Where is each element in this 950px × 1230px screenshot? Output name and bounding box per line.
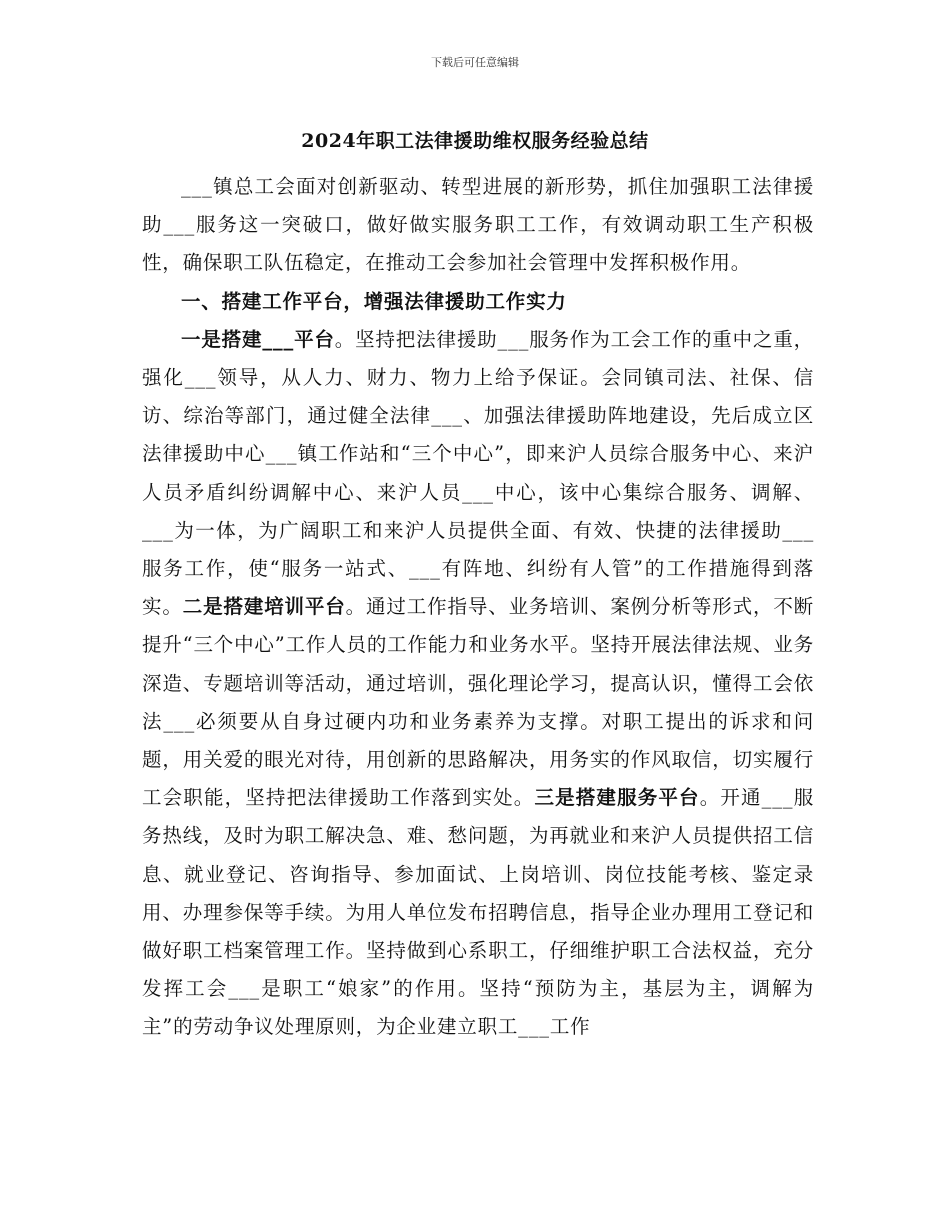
document-body xyxy=(142,168,814,1047)
lead-phrase-1-end: 平台 xyxy=(294,327,335,351)
document-title: 2024年职工法律援助维权服务经验总结 xyxy=(301,130,649,152)
section1-paragraph xyxy=(142,321,814,1047)
lead-phrase-1-blank: ___ xyxy=(262,327,295,351)
section-heading: 一、搭建工作平台，增强法律援助工作实力 xyxy=(181,289,567,313)
section1-text-2: 。通过工作指导、业务培训、案例分析等形式，不断提升“三个中心”工作人员的工作能力和业务水平。坚持开展法律法规、业务深造、专题培训等活动，通过培训，强化理论学习，提高认识，懂得工会依法___必须要从自身过硬内功和业务素养为支撑。对职工提出的诉求和问题，用关爱的眼光对待，用创新的思路解决，用务实的作风取信，切实履行工会职能，坚持把法律援助工作落到实处。 xyxy=(142,595,814,810)
header-note: 下载后可任意编辑 xyxy=(431,56,519,69)
lead-phrase-2: 二是搭建培训平台 xyxy=(182,595,346,619)
intro-paragraph: ___镇总工会面对创新驱动、转型进展的新形势，抓住加强职工法律援助___服务这一突破口，做好做实服务职工工作，有效调动职工生产积极性，确保职工队伍稳定，在推动工会参加社会管理中发挥积极作用。 xyxy=(142,175,814,275)
section1-text-3: 。开通___服务热线，及时为职工解决急、难、愁问题，为再就业和来沪人员提供招工信息、就业登记、咨询指导、参加面试、上岗培训、岗位技能考核、鉴定录用、办理参保等手续。为用人单位发布招聘信息，指导企业办理用工登记和做好职工档案管理工作。坚持做到心系职工，仔细维护职工合法权益，充分发挥工会___是职工“娘家”的作用。坚持“预防为主，基层为主，调解为主”的劳动争议处理原则，为企业建立职工___工作 xyxy=(142,786,814,1039)
lead-phrase-3: 三是搭建服务平台 xyxy=(534,786,700,810)
section1-text-1: 。坚持把法律援助___服务作为工会工作的重中之重，强化___领导，从人力、财力、物力上给予保证。会同镇司法、社保、信访、综治等部门，通过健全法律___、加强法律援助阵地建设，先后成立区法律援助中心___镇工作站和“三个中心”，即来沪人员综合服务中心、来沪人员矛盾纠纷调解中心、来沪人员___中心，该中心集综合服务、调解、___为一体，为广阔职工和来沪人员提供全面、有效、快捷的法律援助___服务工作，使“服务一站式、___有阵地、纠纷有人管”的工作措施得到落实。 xyxy=(142,327,814,619)
lead-phrase-1: 一是搭建 xyxy=(181,327,263,351)
